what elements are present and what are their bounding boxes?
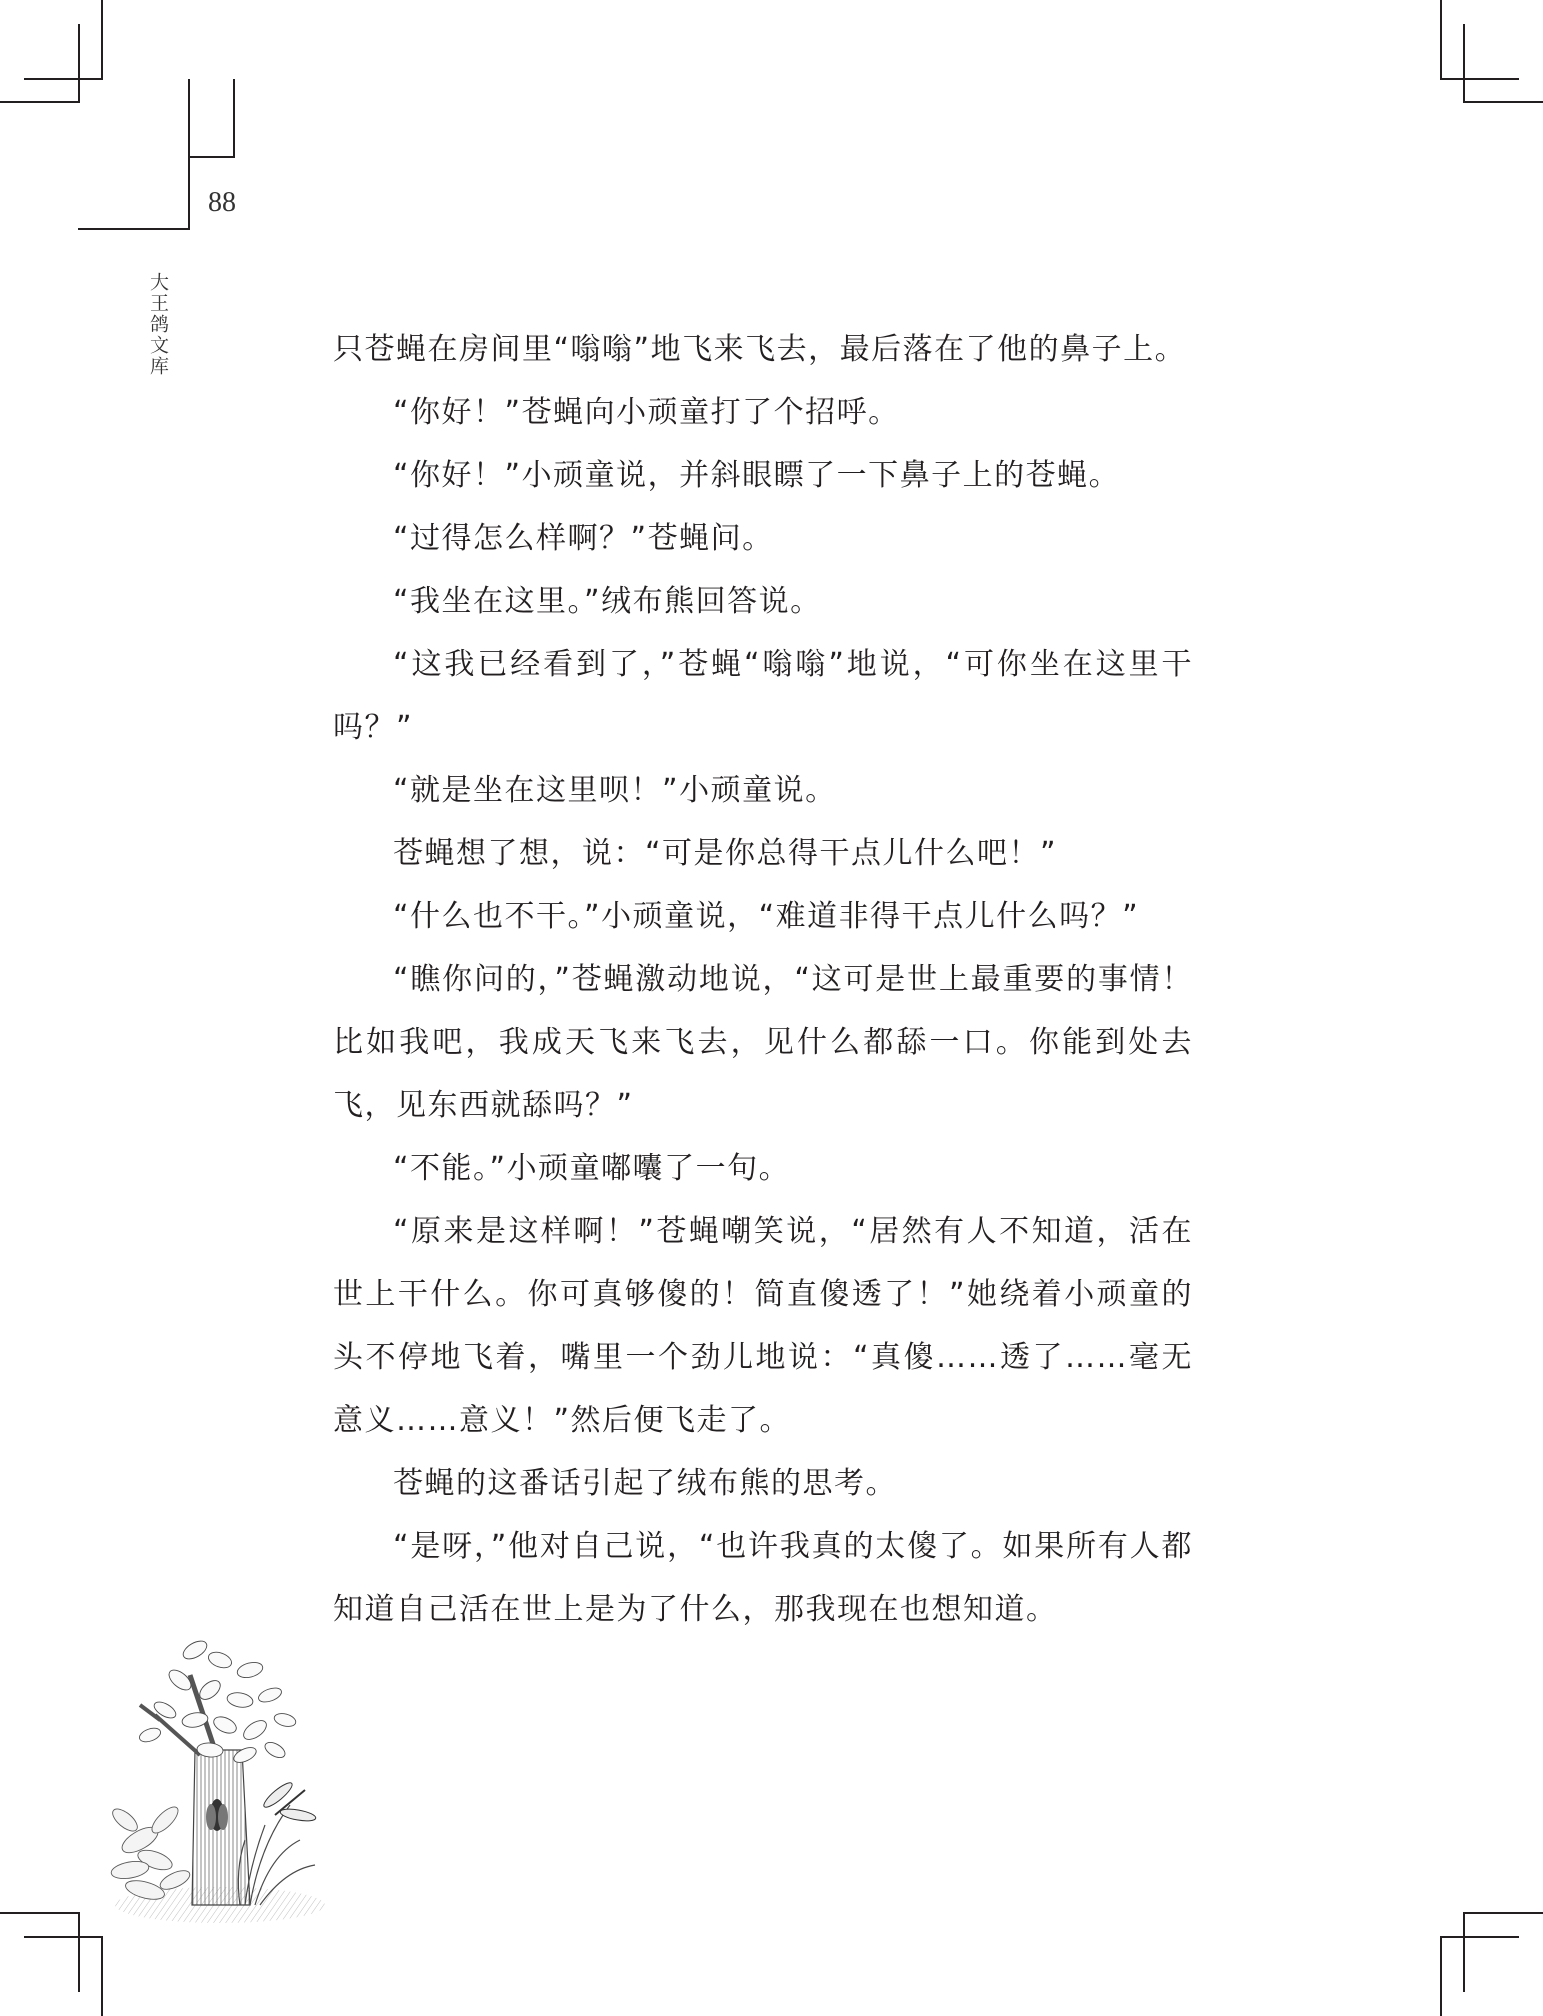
- paragraph: “过得怎么样啊？”苍蝇问。: [393, 521, 774, 556]
- crop-mark: [24, 1936, 103, 1938]
- crop-mark: [1440, 78, 1519, 80]
- paragraph: 只苍蝇在房间里“嗡嗡”地飞来飞去，最后落在了他的鼻子上。: [333, 332, 1187, 367]
- paragraph: “这我已经看到了，”苍蝇“嗡嗡”地说，“可你坐在这里干吗？”: [333, 647, 1193, 745]
- crop-mark: [1440, 1936, 1519, 1938]
- body-text: [333, 318, 1193, 1641]
- crop-mark: [1440, 1936, 1442, 2016]
- crop-mark: [24, 78, 103, 80]
- paragraph: “不能。”小顽童嘟囔了一句。: [393, 1151, 791, 1186]
- crop-mark: [0, 1912, 80, 1914]
- crop-mark: [78, 1912, 80, 1992]
- crop-mark: [101, 1936, 103, 2016]
- paragraph: 苍蝇的这番话引起了绒布熊的思考。: [393, 1466, 897, 1501]
- paragraph: “什么也不干。”小顽童说，“难道非得干点儿什么吗？”: [393, 899, 1140, 934]
- tree-illustration: [100, 1605, 335, 1930]
- series-title: 大王鸽文库: [147, 272, 169, 377]
- bush-left: [109, 1803, 192, 1903]
- crop-mark: [78, 24, 80, 103]
- page-number: 88: [208, 187, 236, 218]
- paragraph: “是呀，”他对自己说，“也许我真的太傻了。如果所有人都知道自己活在世上是为了什么，那我现在也想知道。: [333, 1529, 1193, 1627]
- crop-mark: [1463, 1912, 1543, 1914]
- paragraph: “你好！”苍蝇向小顽童打了个招呼。: [393, 395, 900, 430]
- crop-mark: [1463, 1912, 1465, 1992]
- canopy: [138, 1637, 298, 1765]
- crop-mark: [1463, 101, 1543, 103]
- crop-mark: [1440, 0, 1442, 79]
- crop-mark: [0, 101, 80, 103]
- page-number-bracket: [233, 79, 235, 158]
- paragraph: “你好！”小顽童说，并斜眼瞟了一下鼻子上的苍蝇。: [393, 458, 1121, 493]
- dragonfly: [261, 1780, 317, 1823]
- page-number-bracket: [78, 228, 190, 230]
- page-number-bracket: [188, 156, 235, 158]
- page-number-bracket: [188, 79, 190, 230]
- paragraph: “原来是这样啊！”苍蝇嘲笑说，“居然有人不知道，活在世上干什么。你可真够傻的！简直傻透了！”她绕着小顽童的头不停地飞着，嘴里一个劲儿地说：“真傻……透了……毫无意义……意义！”然后便飞走了。: [333, 1214, 1193, 1438]
- paragraph: 苍蝇想了想，说：“可是你总得干点儿什么吧！”: [393, 836, 1058, 871]
- paragraph: “我坐在这里。”绒布熊回答说。: [393, 584, 822, 619]
- crop-mark: [1463, 24, 1465, 103]
- paragraph: “瞧你问的，”苍蝇激动地说，“这可是世上最重要的事情！比如我吧，我成天飞来飞去，见什么都舔一口。你能到处去飞，见东西就舔吗？”: [333, 962, 1193, 1123]
- crop-mark: [101, 0, 103, 79]
- paragraph: “就是坐在这里呗！”小顽童说。: [393, 773, 837, 808]
